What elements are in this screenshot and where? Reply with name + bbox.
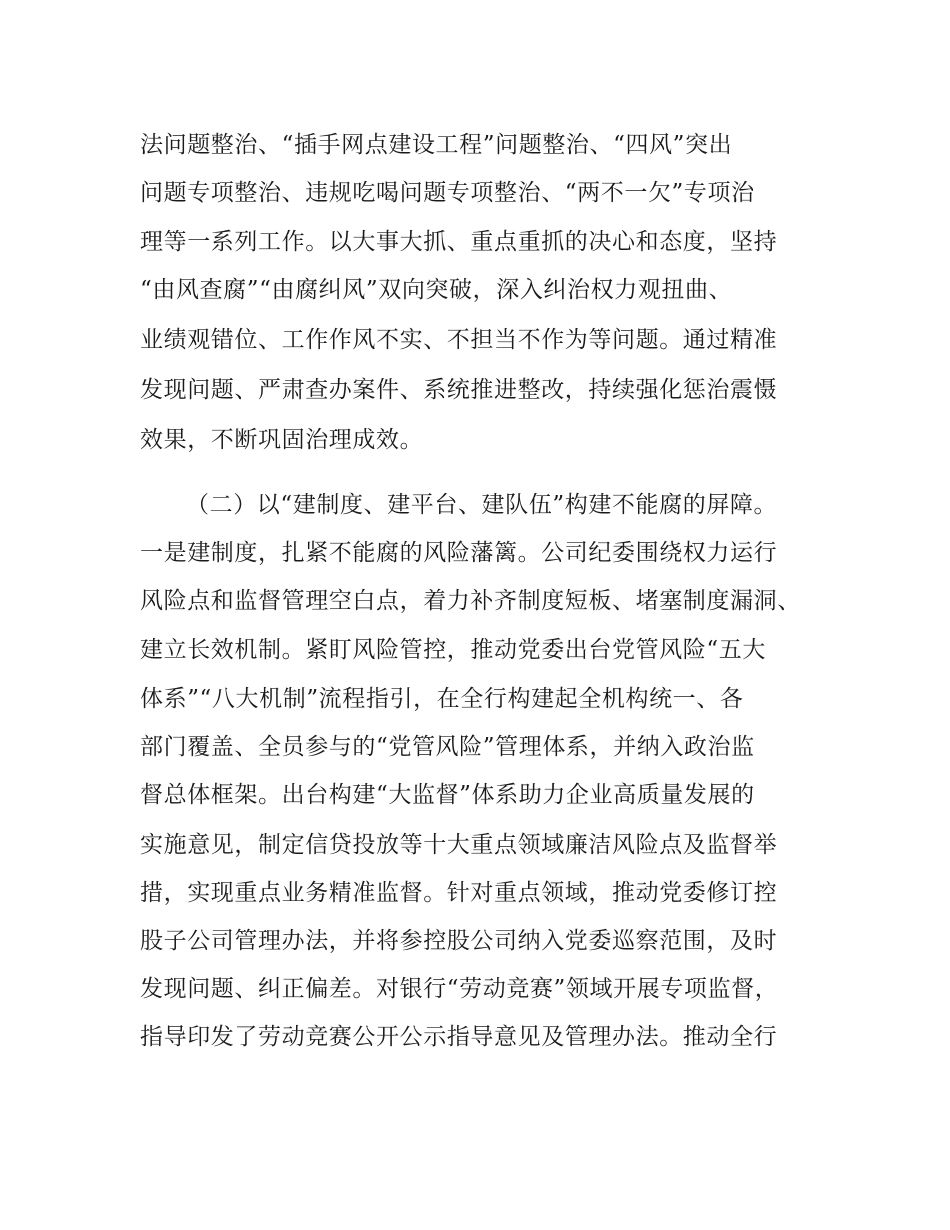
text-line: 措，实现重点业务精准监督。针对重点领域，推动党委修订控 (140, 880, 778, 906)
text-line: 实施意见，制定信贷投放等十大重点领域廉洁风险点及监督举 (140, 832, 778, 858)
text-line: 发现问题、纠正偏差。对银行“劳动竞赛”领域开展专项监督， (140, 976, 779, 1002)
text-line: 问题专项整治、违规吃喝问题专项整治、“两不一欠”专项治 (140, 180, 755, 206)
text-line: 指导印发了劳动竞赛公开公示指导意见及管理办法。推动全行 (140, 1024, 778, 1050)
text-line: 发现问题、严肃查办案件、系统推进整改，持续强化惩治震慑 (140, 377, 778, 403)
text-line: 股子公司管理办法，并将参控股公司纳入党委巡察范围，及时 (140, 928, 778, 954)
text-line: 一是建制度，扎紧不能腐的风险藩篱。公司纪委围绕权力运行 (140, 540, 778, 566)
text-line: 建立长效机制。紧盯风险管控，推动党委出台党管风险“五大 (140, 637, 766, 663)
text-line: 风险点和监督管理空白点，着力补齐制度短板、堵塞制度漏洞、 (140, 588, 801, 614)
text-line: “由风查腐”“由腐纠风”双向突破，深入纠治权力观扭曲、 (140, 277, 733, 303)
text-line: 理等一系列工作。以大事大抓、重点重抓的决心和态度，坚持 (140, 229, 778, 255)
text-line: 体系”“八大机制”流程指引，在全行构建起全机构统一、各 (140, 686, 744, 712)
section-heading-line: （二）以“建制度、建平台、建队伍”构建不能腐的屏障。 (186, 492, 778, 518)
text-line: 部门覆盖、全员参与的“党管风险”管理体系，并纳入政治监 (140, 734, 755, 760)
text-line: 法问题整治、“插手网点建设工程”问题整治、“四风”突出 (140, 132, 733, 158)
text-line: 督总体框架。出台构建“大监督”体系助力企业高质量发展的 (140, 782, 755, 808)
text-line: 效果，不断巩固治理成效。 (140, 427, 424, 453)
text-line: 业绩观错位、工作作风不实、不担当不作为等问题。通过精准 (140, 327, 778, 353)
